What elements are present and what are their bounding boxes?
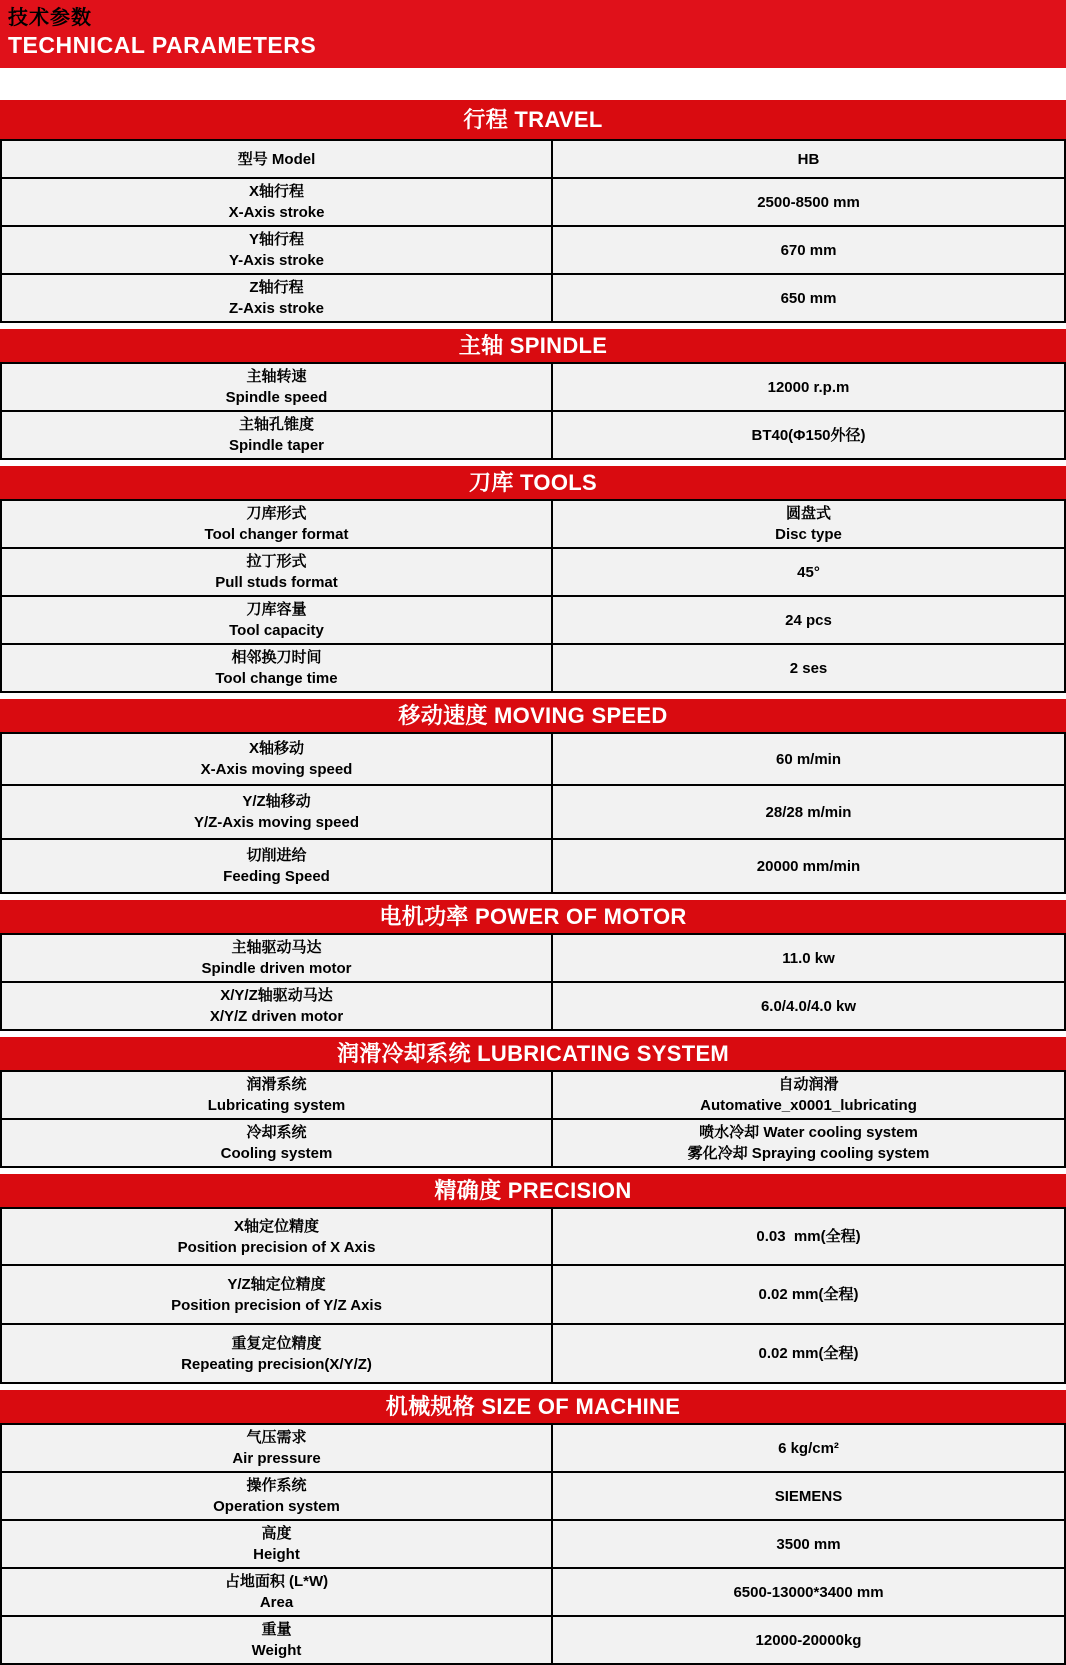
param-label-line-zh: X轴移动 — [248, 740, 304, 757]
param-label-line-en: Operation system — [213, 1498, 340, 1515]
header-gap — [0, 68, 1066, 100]
param-label — [2, 1473, 553, 1519]
param-label-line-en: Pull studs format — [215, 574, 338, 591]
param-label-line-en: Position precision of X Axis — [177, 1238, 376, 1256]
param-value-line: 雾化冷却 Spraying cooling system — [687, 1145, 930, 1162]
table-row — [0, 786, 1066, 840]
param-value-line: 6500-13000*3400 mm — [733, 1583, 884, 1601]
table-row — [0, 645, 1066, 693]
param-label — [2, 734, 553, 784]
param-label-line-en: Repeating precision(X/Y/Z) — [181, 1355, 372, 1373]
param-label-line-zh: X/Y/Z轴驱动马达 — [220, 987, 333, 1004]
param-label-line-en: Air pressure — [232, 1450, 321, 1467]
table-row — [0, 732, 1066, 786]
param-value-line: Disc type — [775, 526, 842, 543]
section-moving-speed — [0, 699, 1066, 894]
table-row — [0, 362, 1066, 412]
section-power-of-motor — [0, 900, 1066, 1031]
table-row — [0, 1569, 1066, 1617]
param-label-line-zh: 刀库形式 — [246, 505, 307, 522]
table-row — [0, 1423, 1066, 1473]
param-value — [553, 786, 1064, 838]
param-label-line-zh: Y轴行程 — [248, 231, 304, 248]
param-label-line-zh: Z轴行程 — [249, 279, 304, 296]
param-label-line-en: Tool capacity — [229, 622, 324, 639]
param-value-line: HB — [797, 150, 820, 168]
param-value-line: 12000-20000kg — [755, 1631, 862, 1649]
param-label-line-en: Position precision of Y/Z Axis — [171, 1296, 382, 1314]
param-value — [553, 1617, 1064, 1663]
param-label-line-zh: 主轴孔锥度 — [238, 416, 314, 433]
param-label — [2, 141, 553, 177]
param-value — [553, 501, 1064, 547]
section-header-size-of-machine: 机械规格 SIZE OF MACHINE — [0, 1390, 1066, 1423]
param-label-line-zh: X轴定位精度 — [233, 1217, 319, 1235]
table-row — [0, 983, 1066, 1031]
param-value — [553, 1120, 1064, 1166]
spec-table — [0, 100, 1066, 1665]
table-row — [0, 139, 1066, 179]
param-label-line-zh: 冷却系统 — [246, 1124, 307, 1141]
param-label-line-en: X-Axis stroke — [228, 204, 325, 221]
param-value — [553, 179, 1064, 225]
param-label — [2, 179, 553, 225]
param-value — [553, 1072, 1064, 1118]
table-row — [0, 412, 1066, 460]
param-label-line-en: Spindle taper — [228, 437, 325, 454]
table-row — [0, 1266, 1066, 1325]
param-label-line-en: X/Y/Z driven motor — [209, 1008, 344, 1025]
param-label-line-zh: 重量 — [261, 1621, 292, 1638]
param-label — [2, 786, 553, 838]
section-travel — [0, 100, 1066, 323]
param-value-line: 45° — [797, 563, 820, 581]
param-value — [553, 275, 1064, 321]
section-header-tools: 刀库 TOOLS — [0, 466, 1066, 499]
param-value — [553, 1325, 1064, 1382]
section-lubricating-system — [0, 1037, 1066, 1168]
section-header-moving-speed: 移动速度 MOVING SPEED — [0, 699, 1066, 732]
param-value-line: 11.0 kw — [782, 949, 835, 967]
page-title-zh: 技术参数 — [8, 7, 92, 29]
param-label-line-zh: Y/Z轴定位精度 — [227, 1275, 326, 1293]
table-row — [0, 933, 1066, 983]
param-label — [2, 645, 553, 691]
table-row — [0, 1473, 1066, 1521]
param-label-line-zh: Y/Z轴移动 — [242, 793, 311, 810]
param-value — [553, 1425, 1064, 1471]
table-row — [0, 1617, 1066, 1665]
param-value-line: 2 ses — [789, 659, 828, 677]
param-value-line: 喷水冷却 Water cooling system — [699, 1124, 918, 1141]
param-value-line: 12000 r.p.m — [767, 378, 850, 396]
table-row — [0, 1120, 1066, 1168]
param-value-line: Automative_x0001_lubricating — [700, 1097, 917, 1114]
param-value — [553, 935, 1064, 981]
param-label-line-en: Spindle driven motor — [201, 960, 352, 977]
section-spindle — [0, 329, 1066, 460]
param-value-line: BT40(Φ150外径) — [751, 426, 866, 444]
param-value — [553, 364, 1064, 410]
param-label-line-en: X-Axis moving speed — [200, 761, 353, 778]
section-header-lubricating-system: 润滑冷却系统 LUBRICATING SYSTEM — [0, 1037, 1066, 1070]
param-value-line: 0.03 mm(全程) — [756, 1228, 861, 1245]
param-value-line: 6 kg/cm² — [778, 1439, 839, 1457]
param-label-line-en: Height — [253, 1546, 300, 1563]
param-label-line-zh: 主轴驱动马达 — [231, 939, 322, 956]
section-header-travel: 行程 TRAVEL — [0, 100, 1066, 139]
param-value — [553, 1569, 1064, 1615]
page-banner — [0, 0, 1066, 68]
param-label — [2, 1521, 553, 1567]
param-label — [2, 1209, 553, 1264]
table-row — [0, 1521, 1066, 1569]
table-row — [0, 1325, 1066, 1384]
table-row — [0, 597, 1066, 645]
param-label — [2, 412, 553, 458]
param-value-line: 3500 mm — [776, 1535, 841, 1553]
param-value — [553, 549, 1064, 595]
table-row — [0, 227, 1066, 275]
param-label-line-zh: 操作系统 — [246, 1477, 307, 1494]
param-label-line-en: Feeding Speed — [223, 868, 330, 885]
param-label — [2, 1120, 553, 1166]
param-value — [553, 1521, 1064, 1567]
param-value-line: 650 mm — [780, 289, 837, 307]
param-label — [2, 275, 553, 321]
section-header-power-of-motor: 电机功率 POWER OF MOTOR — [0, 900, 1066, 933]
param-value-line: 6.0/4.0/4.0 kw — [760, 997, 857, 1015]
section-tools — [0, 466, 1066, 693]
param-label — [2, 840, 553, 892]
table-row — [0, 1207, 1066, 1266]
param-label-line-zh: X轴行程 — [248, 183, 304, 200]
param-value-line: 24 pcs — [785, 611, 832, 629]
param-label-line-zh: 高度 — [261, 1525, 292, 1542]
param-value-line: 20000 mm/min — [756, 857, 861, 875]
param-label-line-zh: 重复定位精度 — [231, 1334, 322, 1352]
param-value — [553, 645, 1064, 691]
param-label — [2, 1425, 553, 1471]
param-label — [2, 1569, 553, 1615]
param-label — [2, 597, 553, 643]
param-label-line-zh: 型号 Model — [237, 150, 316, 168]
param-value-line: 670 mm — [780, 241, 837, 259]
param-value — [553, 1266, 1064, 1323]
param-value — [553, 734, 1064, 784]
param-value — [553, 227, 1064, 273]
section-precision — [0, 1174, 1066, 1384]
param-label-line-zh: 主轴转速 — [246, 368, 307, 385]
param-label — [2, 501, 553, 547]
param-label-line-en: Tool change time — [215, 670, 338, 687]
param-value — [553, 141, 1064, 177]
table-row — [0, 499, 1066, 549]
param-label — [2, 1325, 553, 1382]
section-header-precision: 精确度 PRECISION — [0, 1174, 1066, 1207]
param-label-line-zh: 切削进给 — [246, 847, 307, 864]
param-label-line-zh: 占地面积 (L*W) — [224, 1573, 329, 1590]
param-value — [553, 1473, 1064, 1519]
param-label — [2, 1072, 553, 1118]
param-value-line: 0.02 mm(全程) — [758, 1286, 859, 1303]
param-label — [2, 227, 553, 273]
table-row — [0, 1070, 1066, 1120]
param-value — [553, 412, 1064, 458]
param-label-line-en: Tool changer format — [204, 526, 349, 543]
param-value — [553, 840, 1064, 892]
param-label-line-en: Z-Axis stroke — [228, 300, 325, 317]
param-label-line-zh: 气压需求 — [246, 1429, 307, 1446]
param-label-line-en: Area — [259, 1594, 294, 1611]
param-value-line: 圆盘式 — [785, 505, 831, 522]
param-label — [2, 549, 553, 595]
section-size-of-machine — [0, 1390, 1066, 1665]
param-value-line: 60 m/min — [775, 750, 842, 768]
param-label-line-zh: 拉丁形式 — [246, 553, 307, 570]
param-value-line: 自动润滑 — [778, 1076, 839, 1093]
param-label-line-en: Spindle speed — [225, 389, 328, 406]
table-row — [0, 179, 1066, 227]
param-label-line-en: Cooling system — [220, 1145, 333, 1162]
page-title-en: TECHNICAL PARAMETERS — [8, 32, 317, 58]
table-row — [0, 275, 1066, 323]
param-value-line: 28/28 m/min — [765, 803, 852, 821]
section-header-spindle: 主轴 SPINDLE — [0, 329, 1066, 362]
param-label — [2, 364, 553, 410]
param-label-line-zh: 相邻换刀时间 — [231, 649, 322, 666]
param-value-line: 2500-8500 mm — [757, 193, 860, 211]
param-value — [553, 983, 1064, 1029]
param-label — [2, 1617, 553, 1663]
param-label-line-zh: 润滑系统 — [246, 1076, 307, 1093]
param-label-line-en: Y-Axis stroke — [228, 252, 325, 269]
param-label-line-en: Weight — [251, 1642, 302, 1659]
param-label-line-en: Lubricating system — [207, 1097, 346, 1114]
param-label — [2, 1266, 553, 1323]
param-label-line-zh: 刀库容量 — [246, 601, 307, 618]
table-row — [0, 549, 1066, 597]
param-value-line: SIEMENS — [774, 1487, 843, 1505]
param-value — [553, 597, 1064, 643]
param-value-line: 0.02 mm(全程) — [758, 1345, 859, 1362]
param-label-line-en: Y/Z-Axis moving speed — [193, 814, 360, 831]
param-label — [2, 935, 553, 981]
table-row — [0, 840, 1066, 894]
param-label — [2, 983, 553, 1029]
param-value — [553, 1209, 1064, 1264]
